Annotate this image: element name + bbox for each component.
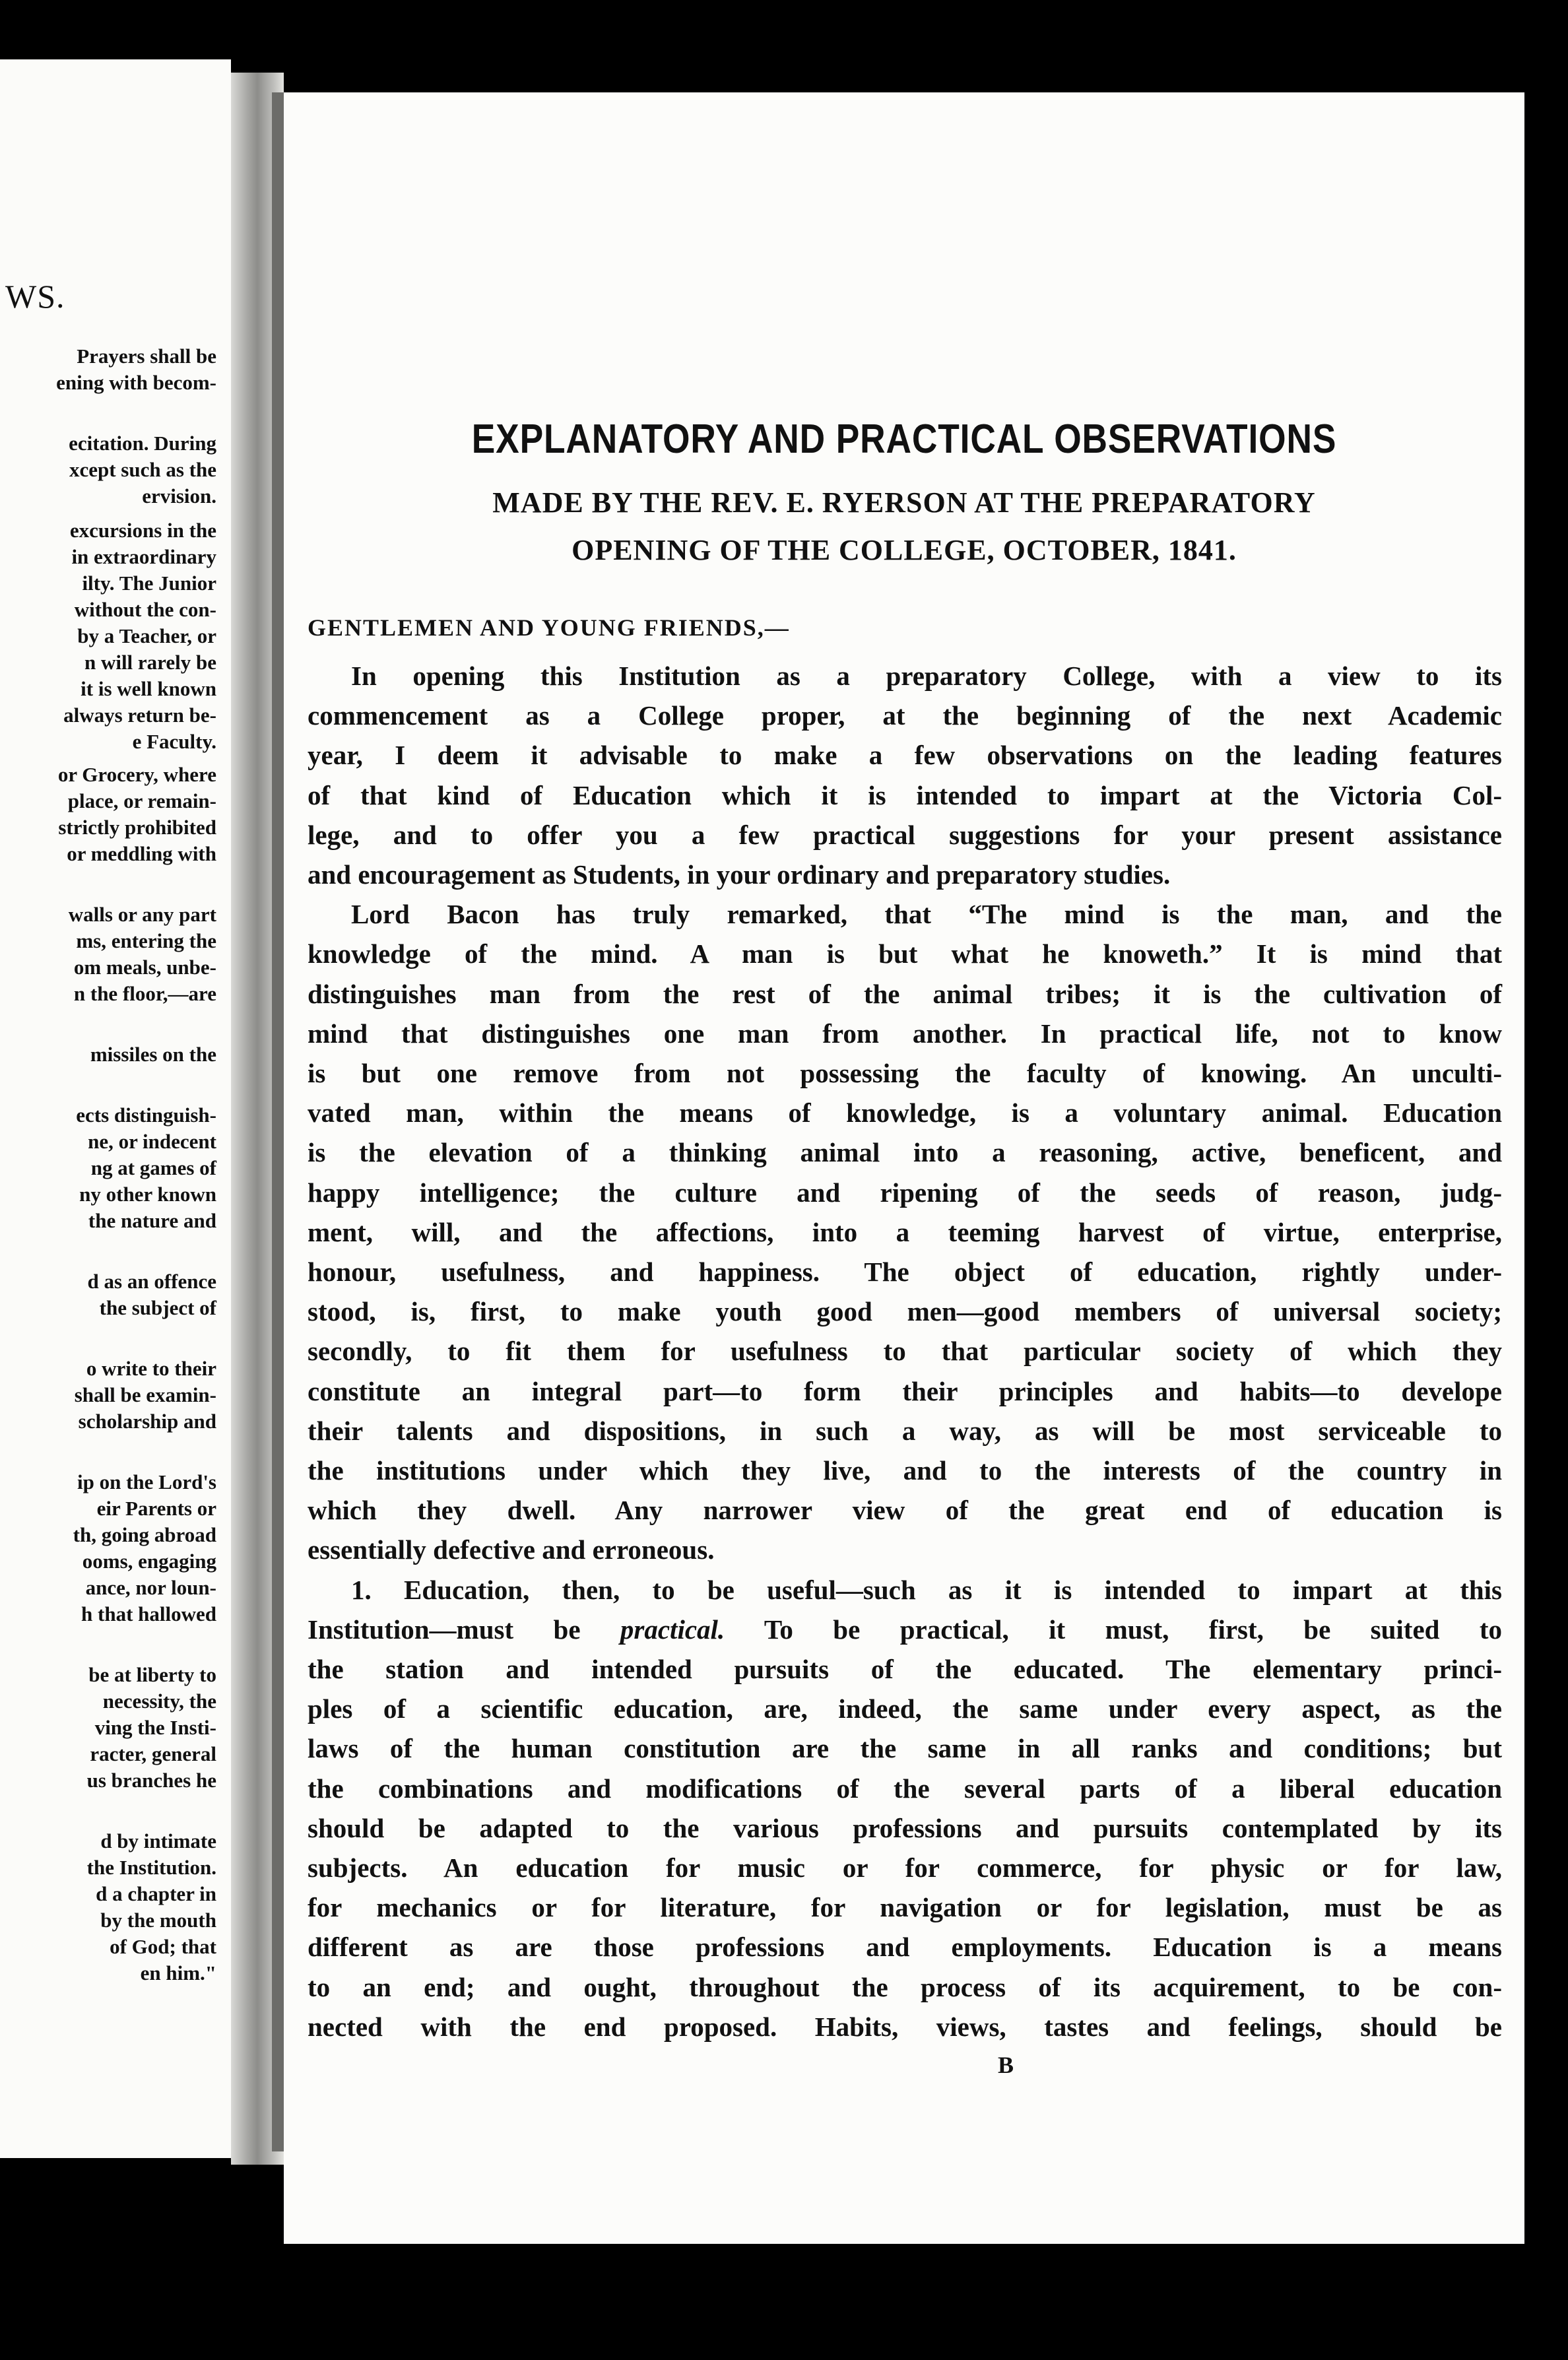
facing-page-heading: WS.	[5, 278, 65, 315]
signature-mark: B	[998, 2052, 1014, 2078]
facing-page-line: th, going abroad	[73, 1523, 216, 1546]
facing-page-line: without the con-	[74, 598, 216, 621]
facing-page-line: n will rarely be	[84, 651, 216, 674]
facing-page-line: ne, or indecent	[88, 1130, 216, 1153]
facing-page-line: d by intimate	[100, 1829, 216, 1852]
facing-page-line: or meddling with	[67, 842, 216, 865]
body-line: knowledge of the mind. A man is but what he knoweth.” It is mind that	[308, 938, 1502, 969]
body-line: stood, is, first, to make youth good men—good members of universal society;	[308, 1296, 1502, 1327]
body-line: nected with the end proposed. Habits, views, tastes and feelings, should be	[308, 2012, 1502, 2042]
facing-page-line: ervision.	[142, 484, 216, 508]
facing-page-line: d as an offence	[87, 1270, 216, 1293]
facing-page-line: walls or any part	[68, 903, 216, 926]
facing-page-line: ects distinguish-	[76, 1103, 216, 1127]
body-line: ment, will, and the affections, into a teeming harvest of virtue, enterprise,	[308, 1217, 1502, 1247]
facing-page-line: ecitation. During	[69, 432, 216, 455]
body-line: constitute an integral part—to form their principles and habits—to develope	[308, 1376, 1502, 1406]
facing-page-line: it is well known	[81, 677, 216, 700]
body-line: laws of the human constitution are the same in all ranks and conditions; but	[308, 1733, 1502, 1763]
body-line: In opening this Institution as a preparatory College, with a view to its	[351, 661, 1502, 691]
facing-page-line: ny other known	[79, 1183, 216, 1206]
body-line: should be adapted to the various professions and pursuits contemplated by its	[308, 1813, 1502, 1843]
facing-page-line: ms, entering the	[76, 929, 216, 952]
facing-page-line: the nature and	[88, 1209, 216, 1232]
body-line: mind that distinguishes one man from another. In practical life, not to know	[308, 1018, 1502, 1049]
body-line: lege, and to offer you a few practical suggestions for your present assistance	[308, 820, 1502, 850]
facing-page-line: om meals, unbe-	[73, 956, 216, 979]
document-subtitle-line-2: OPENING OF THE COLLEGE, OCTOBER, 1841.	[572, 534, 1237, 566]
facing-page-line: in extraordinary	[71, 545, 216, 568]
facing-page-line: strictly prohibited	[58, 816, 216, 839]
body-line: year, I deem it advisable to make a few observations on the leading features	[308, 740, 1502, 770]
facing-page-line: racter, general	[90, 1742, 216, 1765]
body-line: subjects. An education for music or for commerce, for physic or for law,	[308, 1852, 1502, 1883]
body-line: of that kind of Education which it is intended to impart at the Victoria Col-	[308, 780, 1502, 810]
body-line: the combinations and modifications of the several parts of a liberal education	[308, 1773, 1502, 1804]
salutation: GENTLEMEN AND YOUNG FRIENDS,—	[308, 614, 790, 641]
body-line: commencement as a College proper, at the beginning of the next Academic	[308, 700, 1502, 731]
facing-page-line: the subject of	[99, 1296, 216, 1319]
facing-page-line: necessity, the	[102, 1689, 216, 1713]
document-title: EXPLANATORY AND PRACTICAL OBSERVATIONS	[471, 416, 1337, 462]
body-line: Lord Bacon has truly remarked, that “The mind is the man, and the	[351, 899, 1502, 929]
facing-page-line: excursions in the	[69, 519, 216, 542]
body-line: 1. Education, then, to be useful—such as it is intended to impart at this	[351, 1575, 1502, 1605]
body-line: which they dwell. Any narrower view of the great end of education is	[308, 1495, 1502, 1525]
body-line: is the elevation of a thinking animal into a reasoning, active, beneficent, and	[308, 1137, 1502, 1167]
facing-page-line: always return be-	[63, 704, 216, 727]
document-page	[284, 92, 1524, 2244]
facing-page-line: or Grocery, where	[57, 763, 216, 786]
body-line: the institutions under which they live, and to the interests of the country in	[308, 1455, 1502, 1486]
facing-page-line: ving the Insti-	[94, 1716, 216, 1739]
body-line: and encouragement as Students, in your ordinary and preparatory studies.	[308, 859, 1171, 890]
facing-page-line: scholarship and	[78, 1410, 216, 1433]
facing-page-line: ance, nor loun-	[85, 1576, 216, 1599]
body-line: honour, usefulness, and happiness. The object of education, rightly under-	[308, 1257, 1502, 1287]
body-line: secondly, to fit them for usefulness to that particular society of which they	[308, 1336, 1502, 1366]
facing-page-line: ooms, engaging	[82, 1550, 216, 1573]
facing-page-line: ilty. The Junior	[82, 572, 216, 595]
facing-page-line: eir Parents or	[96, 1497, 216, 1520]
body-line: is but one remove from not possessing the faculty of knowing. An unculti-	[308, 1058, 1502, 1088]
facing-page-line: by the mouth	[100, 1909, 216, 1932]
facing-page-line: us branches he	[86, 1769, 216, 1792]
facing-page-line: n the floor,—are	[73, 982, 216, 1005]
facing-page-line: be at liberty to	[88, 1663, 216, 1686]
body-line: to an end; and ought, throughout the process of its acquirement, to be con-	[308, 1972, 1502, 2002]
facing-page-line: of God; that	[110, 1935, 216, 1958]
body-line: their talents and dispositions, in such a way, as will be most serviceable to	[308, 1416, 1502, 1446]
facing-page-line: xcept such as the	[69, 458, 216, 481]
facing-page-line: ening with becom-	[56, 371, 216, 394]
facing-page-line: Prayers shall be	[77, 344, 216, 368]
facing-page-line: ng at games of	[90, 1156, 216, 1179]
body-line: vated man, within the means of knowledge, is a voluntary animal. Education	[308, 1098, 1502, 1128]
facing-page-line: the Institution.	[86, 1856, 216, 1879]
body-line: different as are those professions and employments. Education is a means	[308, 1932, 1502, 1962]
document-subtitle-line-1: MADE BY THE REV. E. RYERSON AT THE PREPARATORY	[492, 486, 1316, 519]
body-line: ples of a scientific education, are, indeed, the same under every aspect, as the	[308, 1693, 1502, 1724]
facing-page-line: missiles on the	[90, 1043, 216, 1066]
body-line: essentially defective and erroneous.	[308, 1534, 715, 1565]
body-line: for mechanics or for literature, for navigation or for legislation, must be as	[308, 1892, 1502, 1922]
facing-page-line: place, or remain-	[67, 789, 216, 812]
facing-page-line: en him."	[140, 1961, 216, 1984]
body-line: happy intelligence; the culture and ripening of the seeds of reason, judg-	[308, 1177, 1502, 1208]
body-line: Institution—must be practical. To be practical, it must, first, be suited to	[308, 1614, 1503, 1645]
body-line: the station and intended pursuits of the educated. The elementary princi-	[308, 1654, 1502, 1684]
body-line: distinguishes man from the rest of the animal tribes; it is the cultivation of	[308, 979, 1502, 1009]
facing-page-line: o write to their	[86, 1357, 216, 1380]
facing-page-left	[0, 59, 231, 2158]
facing-page-line: h that hallowed	[81, 1602, 216, 1625]
facing-page-line: d a chapter in	[96, 1882, 216, 1905]
facing-page-line: shall be examin-	[74, 1383, 216, 1406]
facing-page-line: e Faculty.	[132, 730, 216, 753]
facing-page-line: by a Teacher, or	[77, 624, 216, 647]
page-edge-shadow	[272, 92, 284, 2151]
facing-page-line: ip on the Lord's	[77, 1470, 216, 1493]
